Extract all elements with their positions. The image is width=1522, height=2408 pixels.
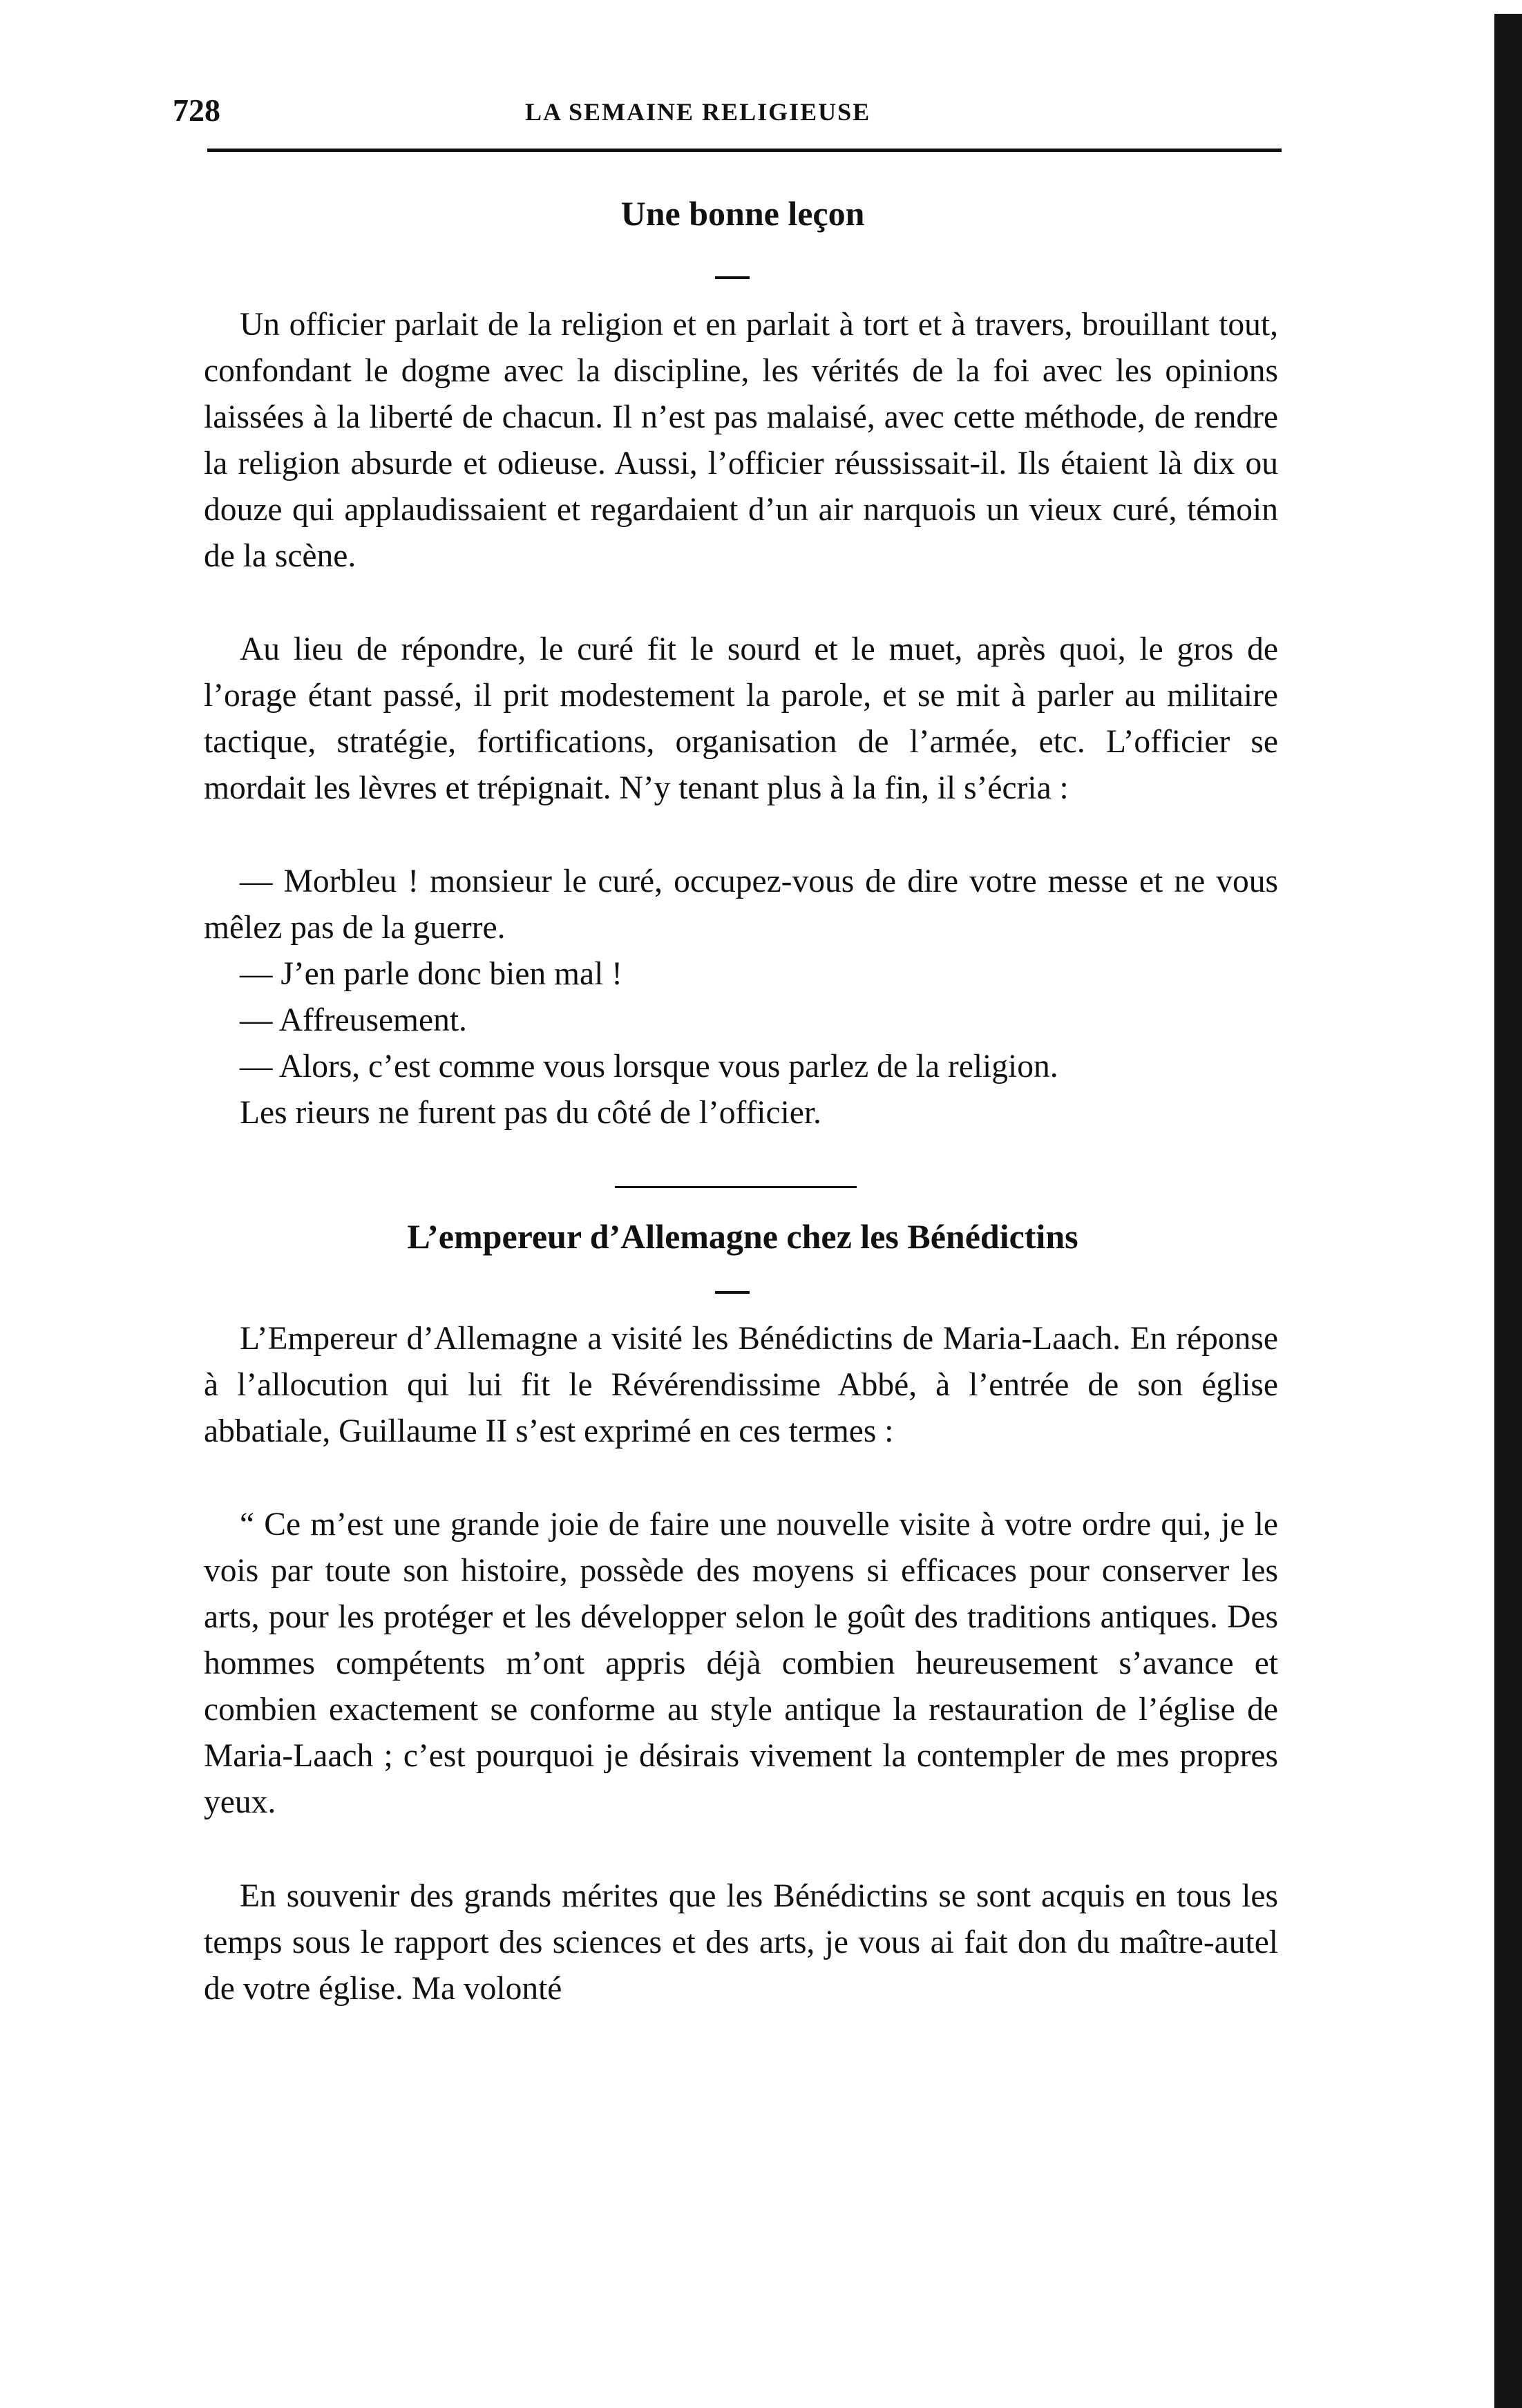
title-dash: [715, 276, 750, 279]
article2-paragraph-3: En souvenir des grands mérites que les Bénédictins se sont acquis en tous les temps sous le rapport des sciences et des arts, je vous ai fait don du maître-autel de votre église. Ma volonté: [204, 1878, 1278, 2007]
section-separator: [615, 1186, 857, 1188]
article-title-empereur: L’empereur d’Allemagne chez les Bénédictins: [407, 1217, 1078, 1256]
book-spine-edge: [1494, 14, 1522, 2408]
article1-dialogue-1: — Morbleu ! monsieur le curé, occupez-vous de dire votre messe et ne vous mêlez pas de la guerre.: [204, 863, 1278, 946]
running-title: LA SEMAINE RELIGIEUSE: [525, 98, 871, 126]
article1-dialogue-4: — Alors, c’est comme vous lorsque vous parlez de la religion.: [240, 1049, 1058, 1084]
header-rule: [207, 149, 1282, 152]
article1-dialogue-3: — Affreusement.: [240, 1002, 467, 1038]
article-title-bonne-lecon: Une bonne leçon: [620, 194, 865, 233]
article1-dialogue-2: — J’en parle donc bien mal !: [240, 956, 622, 992]
article1-paragraph-2: Au lieu de répondre, le curé fit le sourd et le muet, après quoi, le gros de l’orage étant passé, il prit modestement la parole, et se mit à parler au militaire tactique, stratégie, fortifications, organisation de l’armée, etc. L’officier se mordait les lèvres et trépignait. N’y tenant plus à la fin, il s’écria :: [204, 631, 1278, 806]
page-number: 728: [173, 93, 220, 128]
title-dash: [715, 1291, 750, 1294]
article1-closing-line: Les rieurs ne furent pas du côté de l’officier.: [240, 1095, 821, 1131]
article1-paragraph-1: Un officier parlait de la religion et en parlait à tort et à travers, brouillant tout, confondant le dogme avec la discipline, les vérités de la foi avec les opinions laissées à la liberté de chacun. Il n’est pas malaisé, avec cette méthode, de rendre la religion absurde et odieuse. Aussi, l’officier réussissait-il. Ils étaient là dix ou douze qui applaudissaient et regardaient d’un air narquois un vieux curé, témoin de la scène.: [204, 307, 1278, 574]
article2-quote-paragraph: “ Ce m’est une grande joie de faire une nouvelle visite à votre ordre qui, je le vois par toute son histoire, possède des moyens si efficaces pour conserver les arts, pour les protéger et les développer selon le goût des traditions antiques. Des hommes compétents m’ont appris déjà combien heureusement s’avance et combien exactement se conforme au style antique la restauration de l’église de Maria-Laach ; c’est pourquoi je désirais vivement la contempler de mes propres yeux.: [204, 1507, 1278, 1820]
page-header: [173, 90, 1278, 138]
article2-paragraph-1: L’Empereur d’Allemagne a visité les Bénédictins de Maria-Laach. En réponse à l’allocution qui lui fit le Révérendissime Abbé, à l’entrée de son église abbatiale, Guillaume II s’est exprimé en ces termes :: [204, 1321, 1278, 1449]
